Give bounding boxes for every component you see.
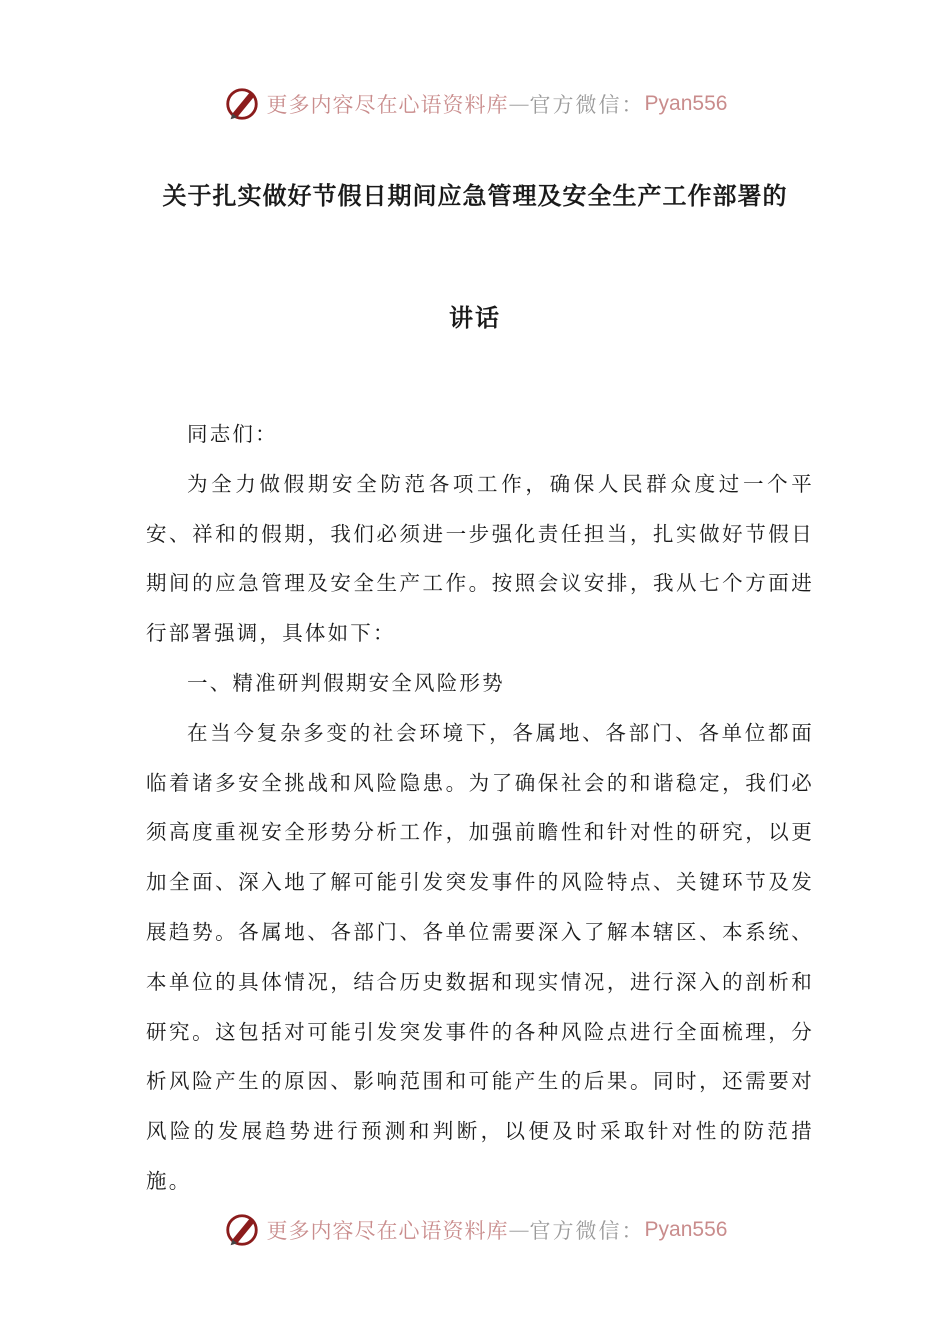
watermark-wechat-id: Pyan556 xyxy=(644,1218,728,1241)
document-title-line1: 关于扎实做好节假日期间应急管理及安全生产工作部署的 xyxy=(162,182,788,210)
pen-circle-logo-icon xyxy=(223,1211,261,1249)
pen-circle-logo-icon xyxy=(223,85,261,123)
paragraph-section-1: 在当今复杂多变的社会环境下，各属地、各部门、各单位都面临着诸多安全挑战和风险隐患。为了确保社会的和谐稳定，我们必须高度重视安全形势分析工作，加强前瞻性和针对性的研究，以更加全面、深入地了解可能引发突发事件的风险特点、关键环节及发展趋势。各属地、各部门、各单位需要深入了解本辖区、本系统、本单位的具体情况，结合历史数据和现实情况，进行深入的剖析和研究。这包括对可能引发突发事件的各种风险点进行全面梳理，分析风险产生的原因、影响范围和可能产生的后果。同时，还需要对风险的发展趋势进行预测和判断，以便及时采取针对性的防范措施。 xyxy=(146,720,814,1193)
salutation: 同志们： xyxy=(187,422,278,446)
watermark-brand: 更多内容尽在心语资料库 xyxy=(266,1219,509,1243)
watermark-banner-bottom xyxy=(0,1208,950,1252)
watermark-channel: 官方微信： xyxy=(529,1219,645,1243)
watermark-channel: 官方微信： xyxy=(529,93,645,117)
watermark-separator: — xyxy=(508,92,530,116)
paragraph-intro: 为全力做假期安全防范各项工作，确保人民群众度过一个平安、祥和的假期，我们必须进一步强化责任担当，扎实做好节假日期间的应急管理及安全生产工作。按照会议安排，我从七个方面进行部署强调，具体如下： xyxy=(146,471,814,646)
document-title-line2: 讲话 xyxy=(449,304,501,332)
document-body xyxy=(146,410,814,1207)
watermark-wechat-id: Pyan556 xyxy=(644,92,728,115)
watermark-separator: — xyxy=(508,1218,530,1242)
watermark-brand: 更多内容尽在心语资料库 xyxy=(266,93,509,117)
watermark-banner-top xyxy=(0,82,950,126)
section-heading-1: 一、精准研判假期安全风险形势 xyxy=(187,670,505,695)
